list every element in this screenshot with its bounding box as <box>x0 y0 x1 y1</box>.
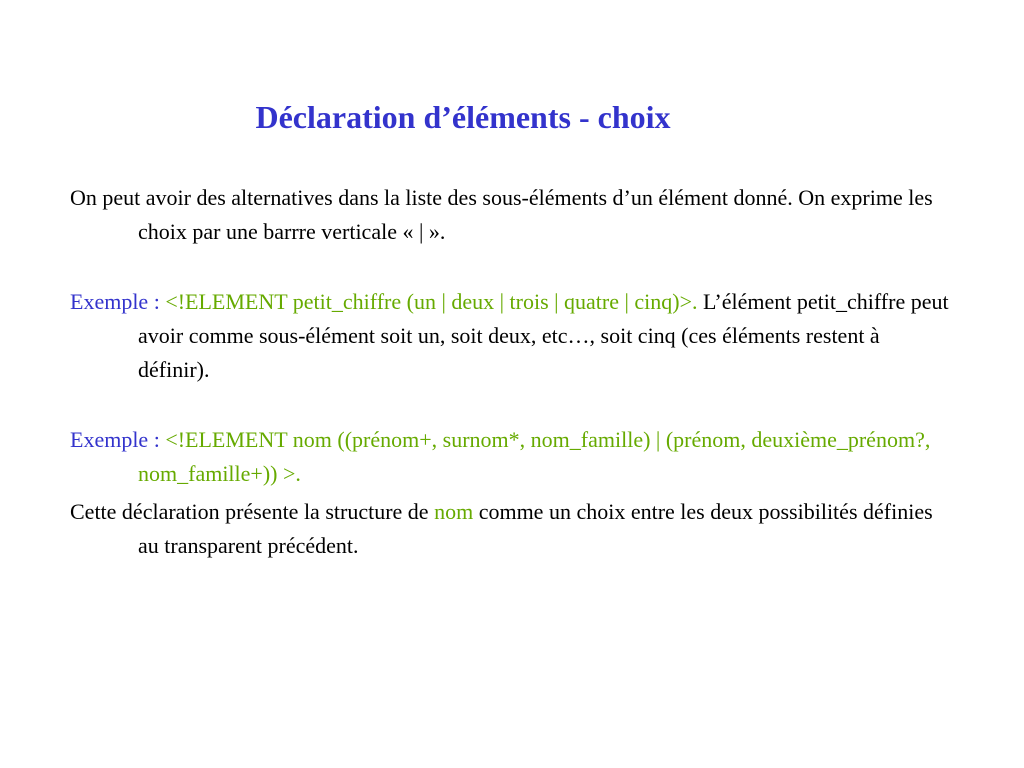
example-code: <!ELEMENT petit_chiffre (un | deux | trois | quatre | cinq)>. <box>165 289 698 314</box>
paragraph-intro <box>70 181 950 249</box>
slide-title: Déclaration d’éléments - choix <box>255 99 671 135</box>
example-label: Exemple : <box>70 427 166 452</box>
conclusion-text-before: Cette déclaration présente la structure de <box>70 499 435 524</box>
conclusion-highlight: nom <box>434 499 474 524</box>
paragraph-example-2 <box>70 423 950 491</box>
paragraph-conclusion <box>70 495 950 563</box>
conclusion-text-after: comme un choix entre les deux possibilités définies au transparent précédent. <box>138 499 933 558</box>
example-label: Exemple : <box>70 289 166 314</box>
paragraph-example-1 <box>70 285 950 387</box>
example-explanation: L’élément petit_chiffre peut avoir comme sous-élément soit un, soit deux, etc…, soit cinq (ces éléments restent à définir). <box>138 289 949 382</box>
slide-body <box>70 181 950 563</box>
example-code: <!ELEMENT nom ((prénom+, surnom*, nom_famille) | (prénom, deuxième_prénom?, nom_famille+)) >. <box>138 427 931 486</box>
intro-text: On peut avoir des alternatives dans la liste des sous-éléments d’un élément donné. On exprime les choix par une barrre verticale « | ». <box>70 185 933 244</box>
